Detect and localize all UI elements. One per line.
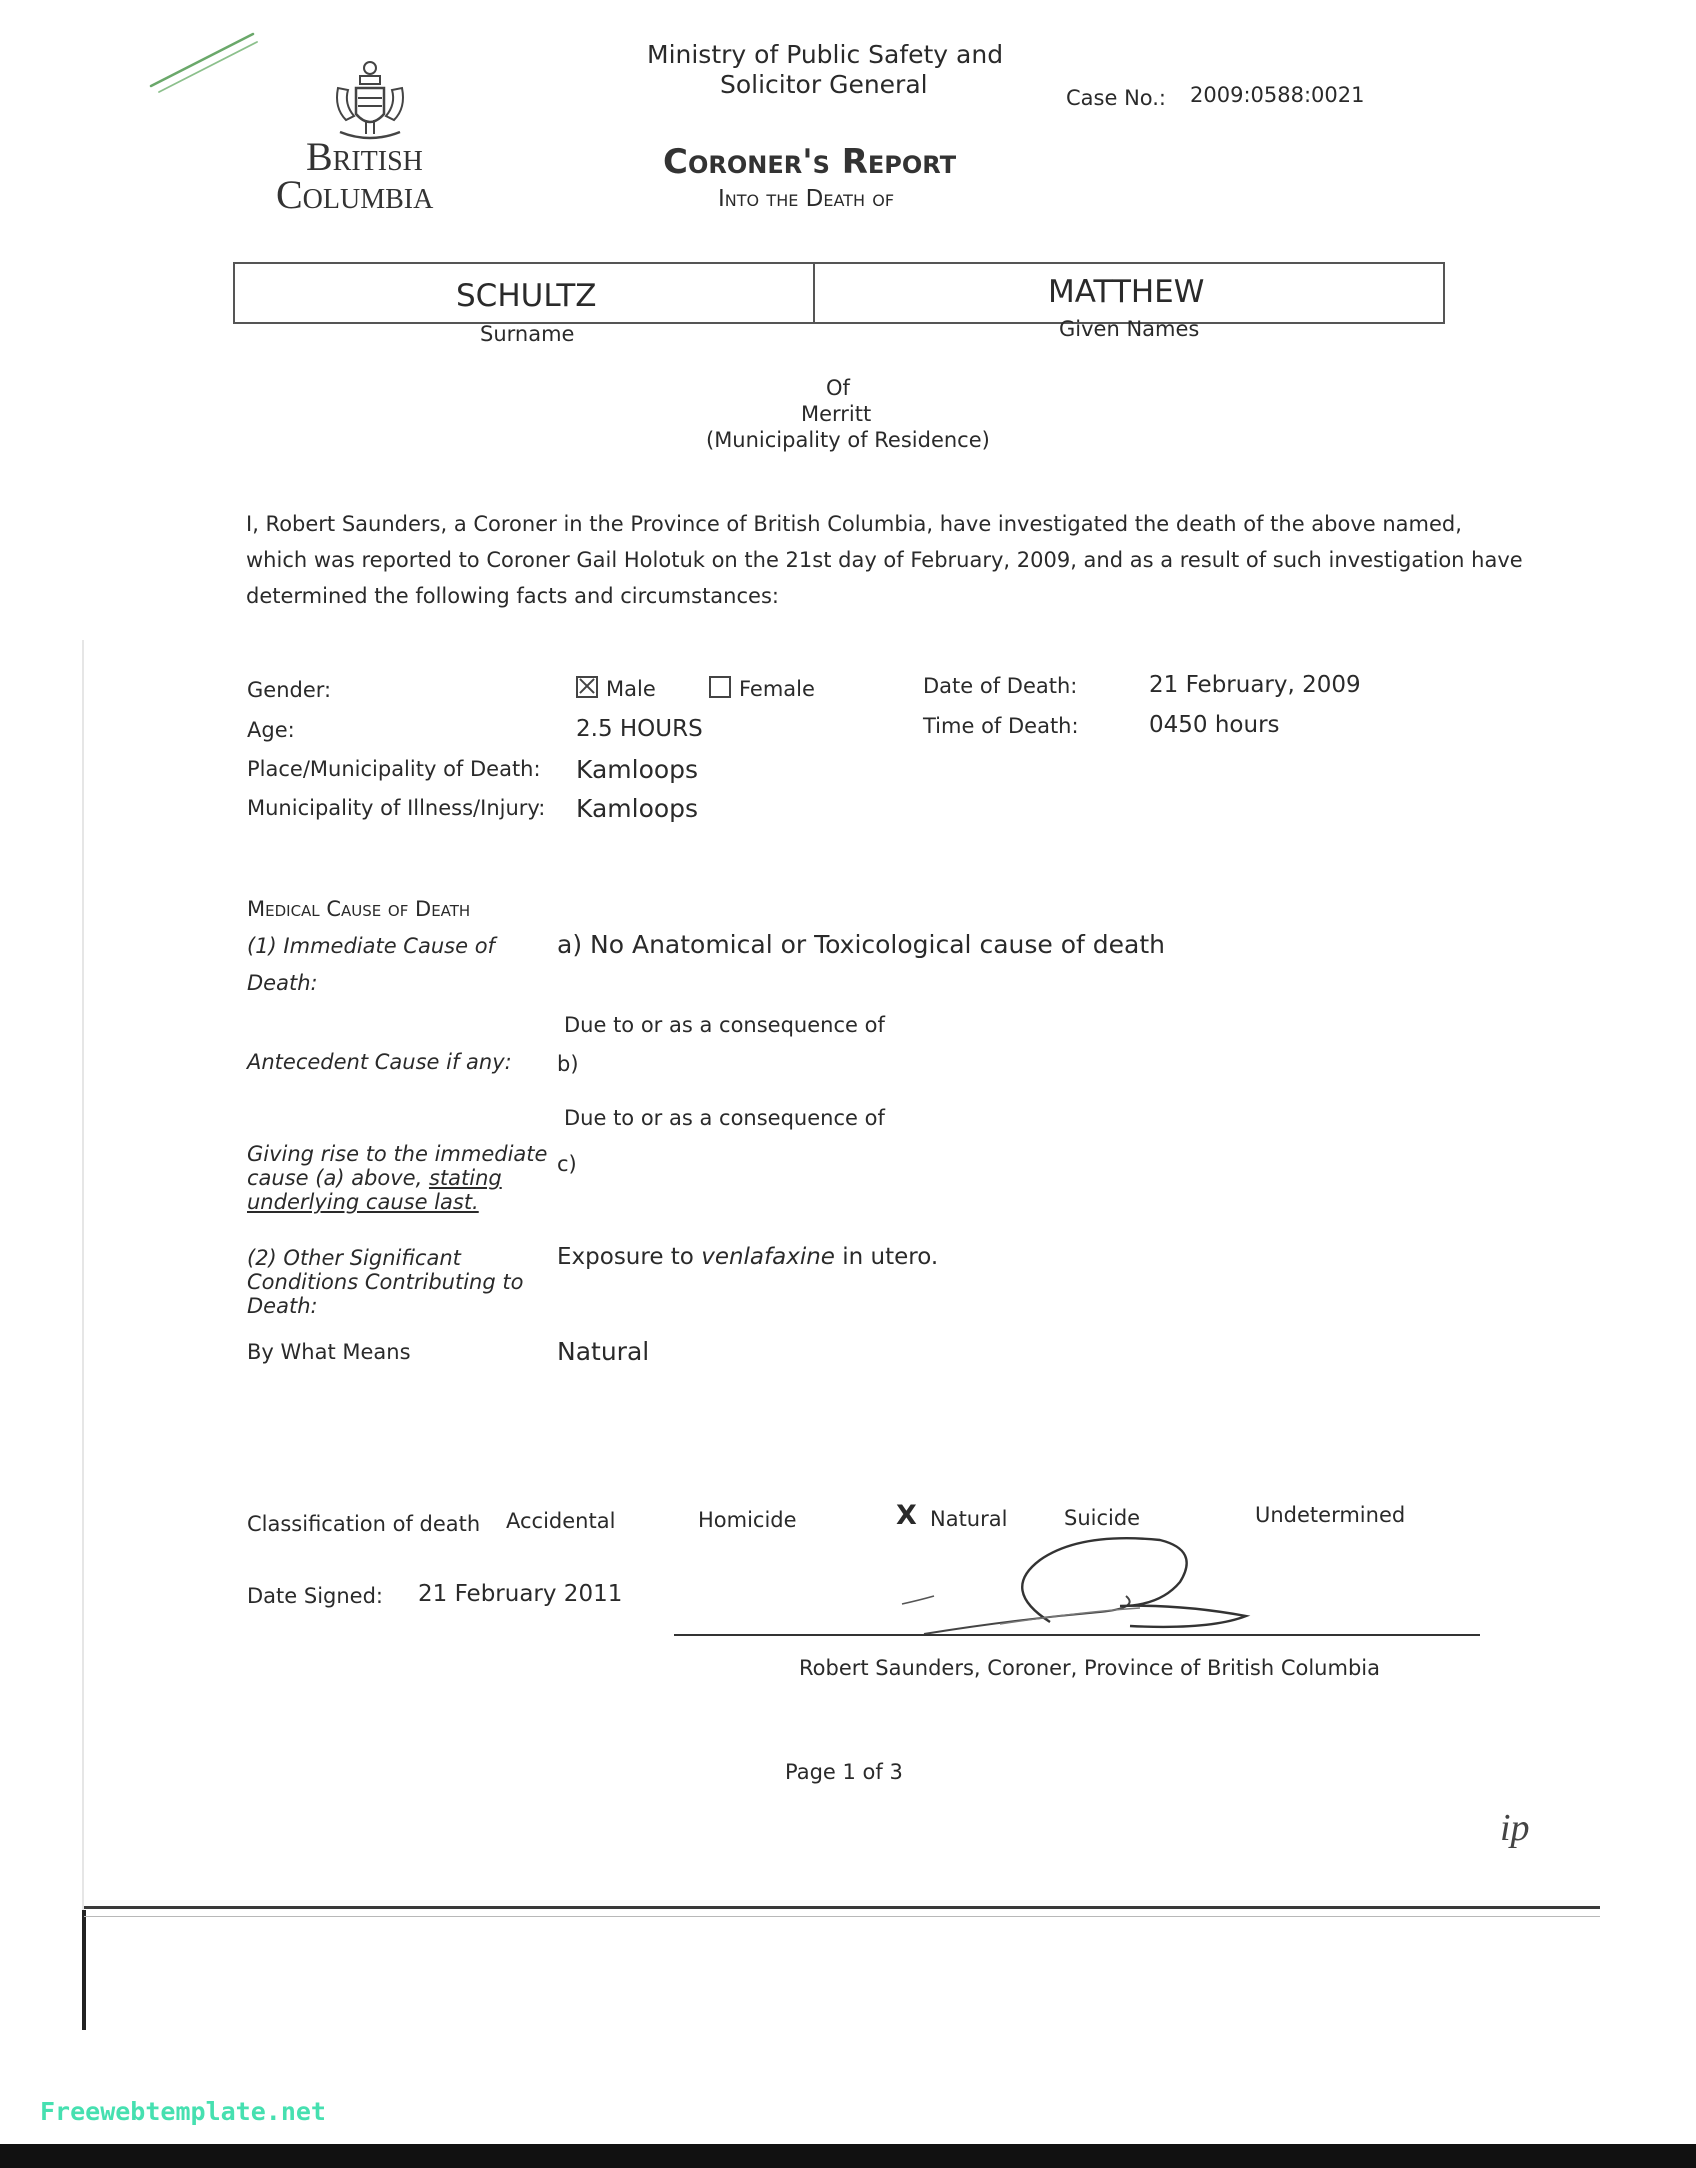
case-number: 2009:0588:0021 bbox=[1190, 83, 1365, 107]
immediate-cause-label-2: Death: bbox=[247, 971, 318, 995]
other-conditions-label-3: Death: bbox=[247, 1294, 318, 1318]
illness-municipality-value: Kamloops bbox=[576, 794, 699, 823]
date-signed-label: Date Signed: bbox=[247, 1584, 383, 1608]
scan-left-edge bbox=[82, 1910, 86, 2030]
of-label: Of bbox=[826, 376, 850, 400]
giving-rise-label-1: Giving rise to the immediate bbox=[247, 1142, 548, 1166]
time-of-death-value: 0450 hours bbox=[1149, 712, 1280, 738]
classification-mark: X bbox=[896, 1500, 917, 1531]
age-value: 2.5 HOURS bbox=[576, 716, 703, 742]
cause-c: c) bbox=[557, 1152, 577, 1176]
due-to-1: Due to or as a consequence of bbox=[564, 1013, 885, 1037]
giving-rise-text: cause (a) above, bbox=[247, 1166, 423, 1190]
date-of-death-value: 21 February, 2009 bbox=[1149, 672, 1361, 698]
due-to-2: Due to or as a consequence of bbox=[564, 1106, 885, 1130]
classification-undetermined: Undetermined bbox=[1255, 1503, 1406, 1527]
pen-mark-green bbox=[145, 28, 265, 98]
case-number-label: Case No.: bbox=[1066, 86, 1167, 110]
intro-line-1: I, Robert Saunders, a Coroner in the Province of British Columbia, have investigated the death of the above named, bbox=[246, 512, 1462, 536]
given-names-label: Given Names bbox=[1059, 317, 1200, 341]
gender-female-option bbox=[709, 676, 815, 701]
cause-a-value: a) No Anatomical or Toxicological cause of death bbox=[557, 930, 1165, 959]
ministry-line-1: Ministry of Public Safety and bbox=[647, 40, 1004, 69]
classification-suicide: Suicide bbox=[1064, 1506, 1141, 1530]
cause-b: b) bbox=[557, 1052, 579, 1076]
name-box bbox=[233, 262, 1445, 324]
page-number: Page 1 of 3 bbox=[785, 1760, 903, 1784]
gender-male-option bbox=[576, 676, 656, 701]
time-of-death-label: Time of Death: bbox=[923, 714, 1079, 738]
giving-rise-label-3: underlying cause last. bbox=[247, 1190, 479, 1214]
other-post: in utero. bbox=[842, 1244, 939, 1270]
surname-label: Surname bbox=[480, 322, 575, 346]
classification-homicide: Homicide bbox=[698, 1508, 797, 1532]
antecedent-cause-label: Antecedent Cause if any: bbox=[247, 1050, 512, 1074]
intro-line-3: determined the following facts and circumstances: bbox=[246, 584, 779, 608]
other-drug: venlafaxine bbox=[701, 1244, 835, 1270]
gender-label: Gender: bbox=[247, 678, 332, 702]
female-label: Female bbox=[739, 677, 815, 701]
male-label: Male bbox=[606, 677, 656, 701]
classification-accidental: Accidental bbox=[506, 1509, 616, 1533]
classification-label: Classification of death bbox=[247, 1512, 481, 1536]
scan-left-edge-faint bbox=[82, 640, 84, 1910]
name-box-divider bbox=[813, 264, 815, 322]
by-what-means-label: By What Means bbox=[247, 1340, 411, 1364]
logo-columbia: Columbia bbox=[276, 172, 434, 217]
illness-municipality-label: Municipality of Illness/Injury: bbox=[247, 796, 546, 820]
immediate-cause-label-1: (1) Immediate Cause of bbox=[247, 934, 495, 958]
report-title: Coroner's Report bbox=[663, 142, 957, 182]
other-pre: Exposure to bbox=[557, 1244, 694, 1270]
coat-of-arms-icon bbox=[330, 58, 410, 144]
logo-british: British bbox=[306, 134, 423, 179]
given-names-value: MATTHEW bbox=[1048, 274, 1205, 310]
place-of-death-value: Kamloops bbox=[576, 755, 699, 784]
classification-natural: Natural bbox=[930, 1507, 1008, 1531]
watermark: Freewebtemplate.net bbox=[40, 2097, 326, 2126]
age-label: Age: bbox=[247, 718, 295, 742]
intro-line-2: which was reported to Coroner Gail Holotuk on the 21st day of February, 2009, and as a result of such investigation have bbox=[246, 548, 1523, 572]
giving-rise-stating: stating bbox=[428, 1166, 502, 1190]
date-of-death-label: Date of Death: bbox=[923, 674, 1078, 698]
ministry-line-2: Solicitor General bbox=[720, 70, 928, 99]
scan-bottom-band bbox=[0, 2144, 1696, 2168]
municipality-value: Merritt bbox=[801, 402, 872, 426]
other-conditions-label-2: Conditions Contributing to bbox=[247, 1270, 524, 1294]
page-bottom-rule bbox=[84, 1906, 1600, 1909]
female-checkbox bbox=[709, 676, 731, 698]
surname-value: SCHULTZ bbox=[456, 278, 597, 314]
signatory: Robert Saunders, Coroner, Province of British Columbia bbox=[799, 1656, 1380, 1680]
coroner-signature bbox=[890, 1524, 1260, 1634]
medical-cause-heading: Medical Cause of Death bbox=[247, 897, 471, 921]
male-checkbox bbox=[576, 676, 598, 698]
giving-rise-label-2 bbox=[247, 1166, 502, 1190]
report-subtitle: Into the Death of bbox=[718, 186, 895, 212]
signature-line bbox=[674, 1634, 1480, 1636]
place-of-death-label: Place/Municipality of Death: bbox=[247, 757, 541, 781]
page-bottom-rule-faint bbox=[84, 1916, 1600, 1917]
other-conditions-value bbox=[557, 1244, 938, 1270]
municipality-label: (Municipality of Residence) bbox=[706, 428, 990, 452]
by-what-means-value: Natural bbox=[557, 1337, 650, 1366]
handwritten-initials: ip bbox=[1500, 1807, 1530, 1849]
other-conditions-label-1: (2) Other Significant bbox=[247, 1246, 461, 1270]
date-signed-value: 21 February 2011 bbox=[418, 1581, 623, 1607]
